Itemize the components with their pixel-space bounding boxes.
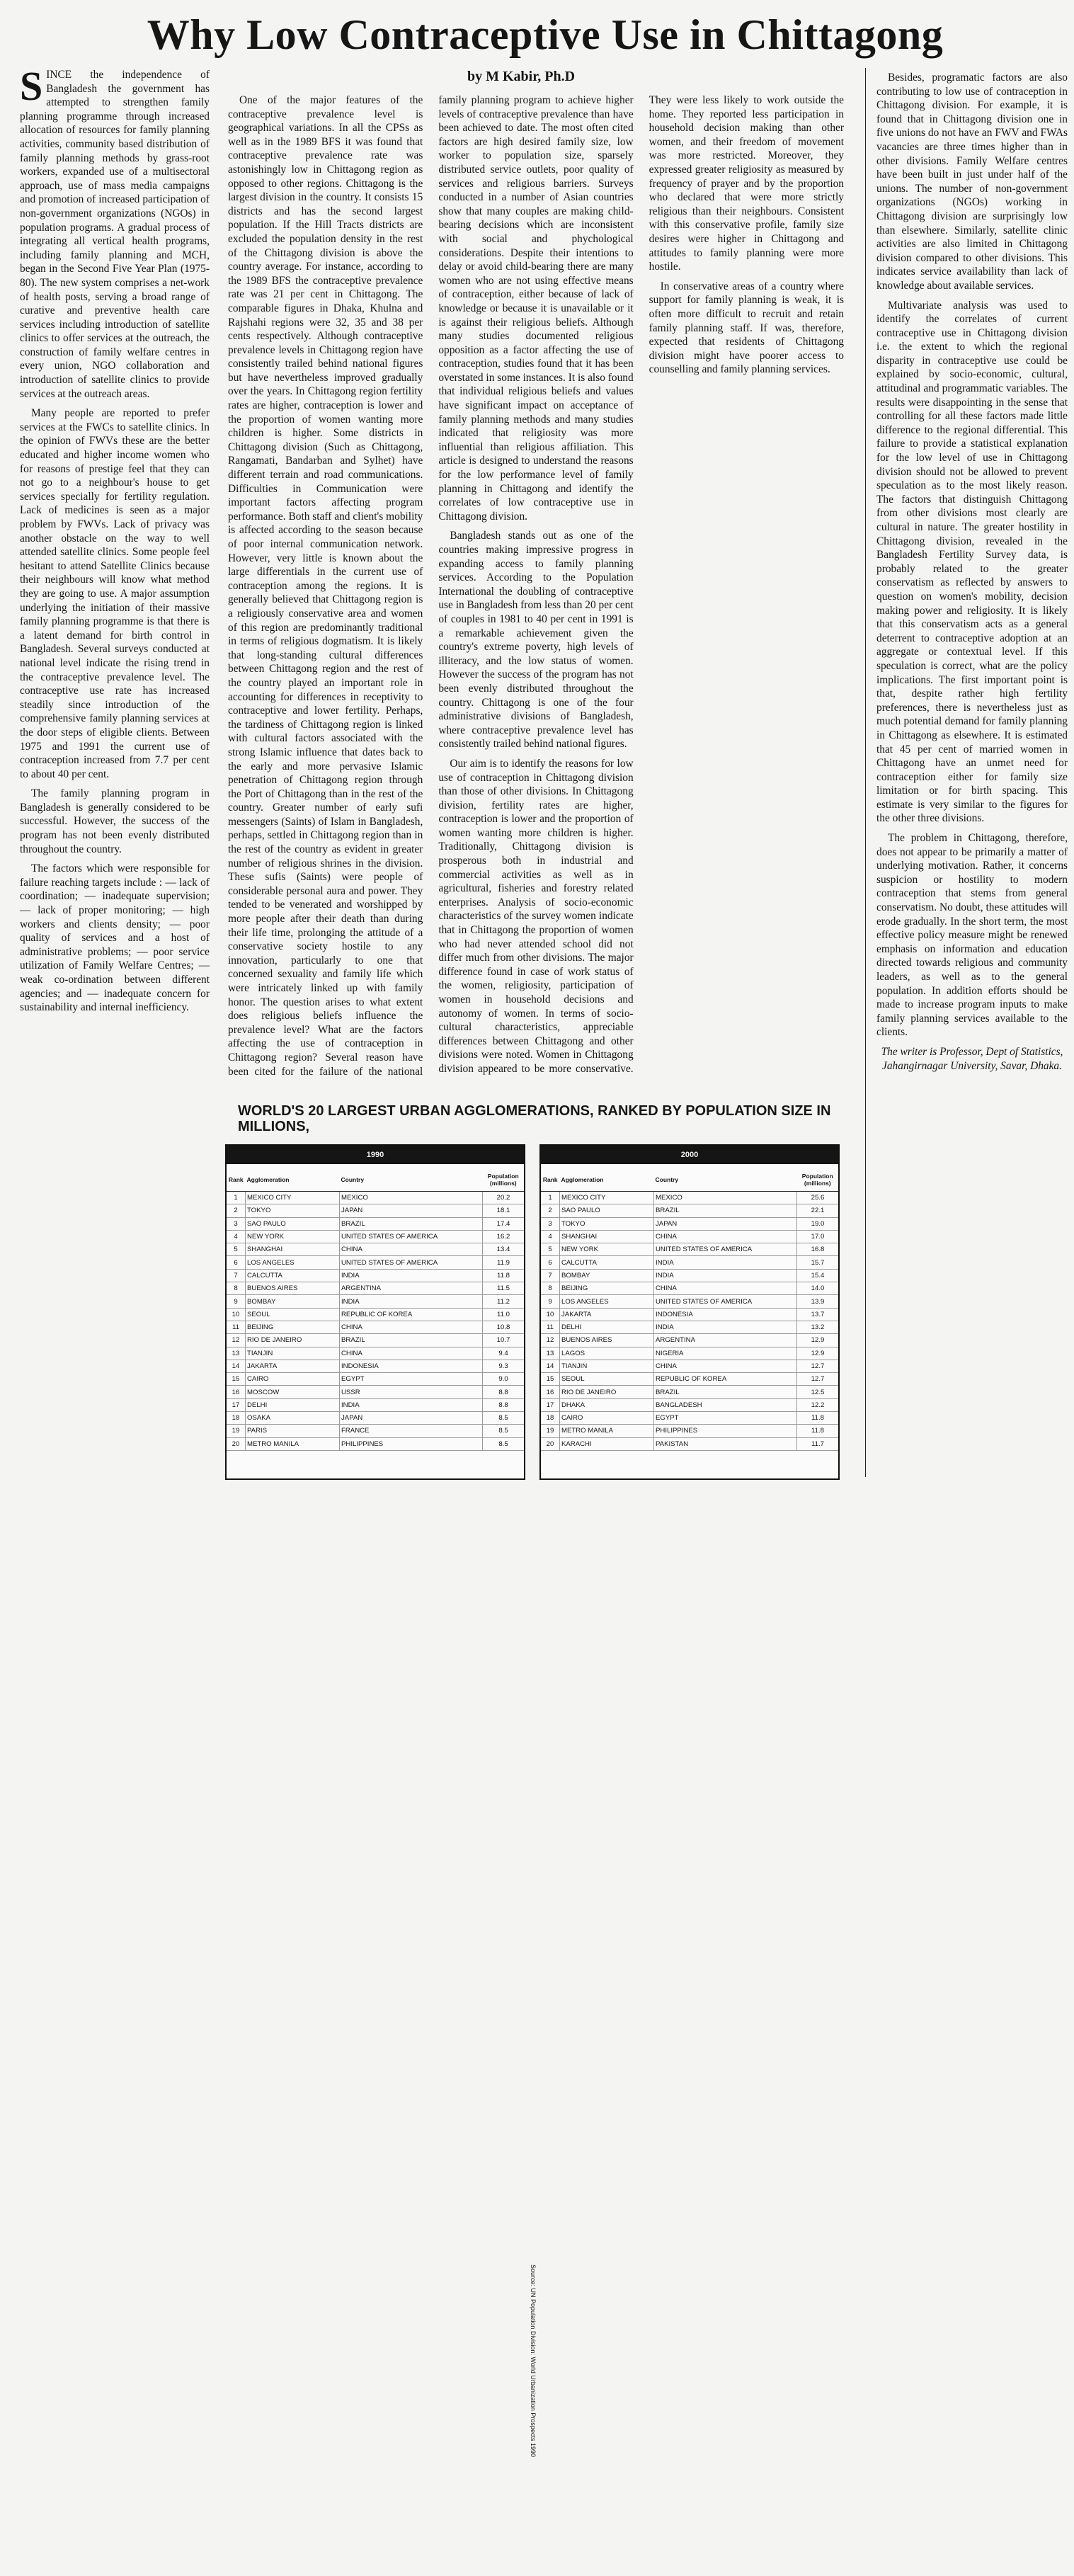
table-row bbox=[541, 1360, 838, 1372]
country-cell: INDIA bbox=[340, 1398, 483, 1411]
country-cell: INDONESIA bbox=[654, 1308, 797, 1321]
agglomeration-cell: MOSCOW bbox=[246, 1386, 340, 1398]
year-header: 1990 bbox=[227, 1146, 524, 1164]
table-row bbox=[227, 1192, 524, 1204]
agglomeration-cell: PARIS bbox=[246, 1425, 340, 1437]
country-cell: UNITED STATES OF AMERICA bbox=[654, 1295, 797, 1308]
rank-cell: 4 bbox=[541, 1230, 560, 1243]
country-cell: INDIA bbox=[654, 1321, 797, 1333]
population-cell: 15.4 bbox=[797, 1269, 839, 1282]
col-rank: Rank bbox=[541, 1164, 560, 1192]
country-cell: BRAZIL bbox=[654, 1204, 797, 1217]
agglomeration-cell: METRO MANILA bbox=[560, 1425, 654, 1437]
population-cell: 8.5 bbox=[483, 1437, 525, 1450]
rank-cell: 12 bbox=[541, 1334, 560, 1347]
population-table-box bbox=[225, 1103, 862, 2457]
population-cell: 12.9 bbox=[797, 1334, 839, 1347]
table-row bbox=[541, 1192, 838, 1204]
country-cell: INDONESIA bbox=[340, 1360, 483, 1372]
table-row bbox=[227, 1217, 524, 1230]
country-cell: BRAZIL bbox=[340, 1334, 483, 1347]
country-cell: BANGLADESH bbox=[654, 1398, 797, 1411]
col-country: Country bbox=[340, 1164, 483, 1192]
rank-cell: 7 bbox=[227, 1269, 246, 1282]
agglomeration-cell: CALCUTTA bbox=[560, 1256, 654, 1269]
article-column-5 bbox=[876, 71, 1068, 1078]
country-cell: MEXICO bbox=[654, 1192, 797, 1204]
table-row bbox=[227, 1230, 524, 1243]
table-title: WORLD'S 20 LARGEST URBAN AGGLOMERATIONS, RANKED BY POPULATION SIZE IN MILLIONS, bbox=[238, 1103, 831, 1134]
agglomeration-cell: BEIJING bbox=[560, 1282, 654, 1295]
agglomeration-cell: SHANGHAI bbox=[246, 1243, 340, 1256]
country-cell: BRAZIL bbox=[340, 1217, 483, 1230]
country-cell: JAPAN bbox=[340, 1204, 483, 1217]
population-cell: 11.7 bbox=[797, 1437, 839, 1450]
table-row bbox=[227, 1282, 524, 1295]
byline: by M Kabir, Ph.D bbox=[467, 69, 576, 84]
paragraph: Our aim is to identify the reasons for low use of contraception in Chittagong division than those of other divisions. In Chittagong division, fertility rates are higher, contraception is lower and the proportion of women wanting more children is higher. Traditionally, Chittagong division is prosperous both in industrial and commercial activities as well as in agricultural, fisheries and forestry related enterprises. Analysis of socio-economic characteristics of the survey women indicate that in Chittagong the proportion of women who had never attended school did not differ much from other divisions. The major difference found in case of work status of the women, religiosity, participation of women in household decisions and autonomy of women. In terms of socio-cultural characteristics, appreciable differences between Chittagong and other divisions were noted. Women in Chittagong division appeared to be more conservative. They were less likely to work outside the home. They reported less participation in household decision making than other women, and their freedom of movement was more restricted. Moreover, they expressed greater religiosity as measured by frequency of prayer and by the proportion who declared that were more strictly religious than their neighbours. Consistent with this conservative profile, family size desires were higher in Chittagong and attitudes to family planning were more hostile. bbox=[438, 94, 844, 1075]
agglomeration-cell: DELHI bbox=[560, 1321, 654, 1333]
headline: Why Low Contraceptive Use in Chittagong bbox=[147, 11, 944, 58]
rank-cell: 13 bbox=[227, 1347, 246, 1360]
agglomeration-cell: JAKARTA bbox=[560, 1308, 654, 1321]
col-rank: Rank bbox=[227, 1164, 246, 1192]
table-row bbox=[541, 1437, 838, 1450]
country-cell: CHINA bbox=[340, 1321, 483, 1333]
agglomeration-cell: SAO PAULO bbox=[246, 1217, 340, 1230]
agglomeration-cell: MEXICO CITY bbox=[560, 1192, 654, 1204]
rank-cell: 8 bbox=[541, 1282, 560, 1295]
table-row bbox=[227, 1347, 524, 1360]
population-cell: 9.3 bbox=[483, 1360, 525, 1372]
population-cell: 8.8 bbox=[483, 1398, 525, 1411]
country-cell: EGYPT bbox=[340, 1373, 483, 1386]
population-cell: 12.9 bbox=[797, 1347, 839, 1360]
country-cell: CHINA bbox=[340, 1347, 483, 1360]
country-cell: NIGERIA bbox=[654, 1347, 797, 1360]
table-1990 bbox=[225, 1144, 525, 1480]
agglomeration-cell: METRO MANILA bbox=[246, 1437, 340, 1450]
table-row bbox=[541, 1334, 838, 1347]
rank-cell: 5 bbox=[541, 1243, 560, 1256]
rank-cell: 6 bbox=[227, 1256, 246, 1269]
rank-cell: 10 bbox=[541, 1308, 560, 1321]
paragraph: One of the major features of the contraceptive prevalence level is geographical variations. In all the CPSs as well as in the 1989 BFS it was found that contraceptive prevalence rate was astonishingly low in Chittagong region as opposed to other regions. Chittagong is the largest division in the country. It consists 15 districts and has the second largest population. If the Hill Tracts districts are excluded the population density in the rest of the Chittagong division is above the country average. For instance, according to the 1989 BFS the contraceptive prevalence rate was 21 per cent in Chittagong. The comparable figures in Dhaka, Khulna and Rajshahi regions were 32, 35 and 38 per cents respectively. Although contraceptive prevalence levels in Chittagong region have consistently trailed behind national figures but have nevertheless improved gradually over the years. In Chittagong region fertility rates are higher, contraception is lower and the proportion of women wanting more children is higher. Some districts in Chittagong division (Such as Chittagong, Rangamati, Bandarban and Sylhet) have different terrain and road communications. Difficulties in Communication were important factors affecting program performance. Both staff and client's mobility is affected according to the season because of poor internal communication network. However, very little is known about the large differentials in the current use of contraception among the regions. It is generally believed that Chittagong region is a religiously conservative area and women of this region are predominantly traditional in terms of religious dogmatism. It is likely that long-standing cultural differences between Chittagong region and the rest of the country played an important role in accounting for differences in receptivity to contraceptive and lower fertility. Perhaps, the tardiness of Chittagong region is linked with cultural factors associated with the strong Islamic influence that dates back to the early and more pervasive Islamic penetration of Chittagong region through the Port of Chittagong than in the rest of the country. Greater number of early sufi messengers (Saints) of Islam in Bangladesh, perhaps, settled in Chittagong region than in the rest of the country as evident in greater number of religious shrines in the division. These sufis (Saints) were people of considerable personal aura and power. They tended to be venerated and worshipped by more people after their death than during their life time, prolonging the attitude of a conservative society hostile to any innovation, particularly to one that concerned sexuality and family life which were intricately linked up with family honor. The question arises to what extent does religious beliefs influence the prevalence level? What are the factors affecting the use of contraception in Chittagong region? Several reason have been cited for the failure of the national family planning program to achieve higher levels of contraceptive prevalence than have been achieved to date. The most often cited factors are high desired family size, low worker to population size, sparsely distributed service outlets, poor quality of services and religious barriers. Surveys conducted in a number of Asian countries show that many couples are making child-bearing decisions which are inconsistent with social and phychological considerations. Despite their intentions to delay or avoid child-bearing there are many women who are not using effective means of contraception, either because of lack of knowledge or because it is unavailable or it is against their religious beliefs. Although many studies documented religious opposition as a factor affecting the use of contraception, studies found that it has been overstated in some instances. It is also found that individual religious beliefs and values have significant impact on acceptance of family planning methods and many studies indicated that religiosity was more influential than religious affiliation. This article is designed to understand the reasons for the low performance level of family planning in Chittagong and identify the correlates of low contraceptive use in Chittagong division. bbox=[228, 94, 634, 1078]
population-cell: 8.5 bbox=[483, 1425, 525, 1437]
table-row bbox=[227, 1412, 524, 1425]
agglomeration-cell: SAO PAULO bbox=[560, 1204, 654, 1217]
table-row bbox=[227, 1334, 524, 1347]
agglomeration-cell: MEXICO CITY bbox=[246, 1192, 340, 1204]
table-row bbox=[541, 1412, 838, 1425]
agglomeration-cell: BEIJING bbox=[246, 1321, 340, 1333]
country-cell: ARGENTINA bbox=[340, 1282, 483, 1295]
country-cell: UNITED STATES OF AMERICA bbox=[340, 1256, 483, 1269]
country-cell: INDIA bbox=[654, 1269, 797, 1282]
country-cell: CHINA bbox=[654, 1282, 797, 1295]
rank-cell: 4 bbox=[227, 1230, 246, 1243]
table-row bbox=[227, 1425, 524, 1437]
population-cell: 17.4 bbox=[483, 1217, 525, 1230]
rank-cell: 17 bbox=[541, 1398, 560, 1411]
country-cell: INDIA bbox=[654, 1256, 797, 1269]
rank-cell: 17 bbox=[227, 1398, 246, 1411]
population-cell: 25.6 bbox=[797, 1192, 839, 1204]
rank-cell: 15 bbox=[541, 1373, 560, 1386]
table-row bbox=[541, 1282, 838, 1295]
article-columns-2-4 bbox=[228, 93, 844, 1085]
table-row bbox=[227, 1437, 524, 1450]
table-row bbox=[227, 1256, 524, 1269]
agglomeration-cell: TIANJIN bbox=[560, 1360, 654, 1372]
table-row bbox=[227, 1321, 524, 1333]
table-row bbox=[541, 1217, 838, 1230]
population-cell: 11.8 bbox=[483, 1269, 525, 1282]
agglomeration-cell: BUENOS AIRES bbox=[246, 1282, 340, 1295]
table-row bbox=[227, 1269, 524, 1282]
country-cell: MEXICO bbox=[340, 1192, 483, 1204]
agglomeration-cell: CAIRO bbox=[560, 1412, 654, 1425]
paragraph: The problem in Chittagong, therefore, does not appear to be primarily a matter of underlying motivation. Rather, it concerns suspicion or hostility to modern contraception that stems from general conservatism. No doubt, these attitudes will erode gradually. In the short term, the most effective policy measure might be renewed emphasis on information and education directed towards religious and community leaders, as well as to the general population. In addition efforts should be made to increase program inputs to make family planning services available to the clients. bbox=[876, 832, 1068, 1039]
country-cell: CHINA bbox=[654, 1360, 797, 1372]
population-cell: 11.0 bbox=[483, 1308, 525, 1321]
rank-cell: 7 bbox=[541, 1269, 560, 1282]
country-cell: ARGENTINA bbox=[654, 1334, 797, 1347]
column-rule bbox=[865, 68, 866, 1477]
country-cell: PHILIPPINES bbox=[340, 1437, 483, 1450]
col-agglomeration: Agglomeration bbox=[246, 1164, 340, 1192]
col-agglomeration: Agglomeration bbox=[560, 1164, 654, 1192]
country-cell: FRANCE bbox=[340, 1425, 483, 1437]
country-cell: REPUBLIC OF KOREA bbox=[340, 1308, 483, 1321]
rank-cell: 16 bbox=[227, 1386, 246, 1398]
rank-cell: 12 bbox=[227, 1334, 246, 1347]
population-cell: 11.2 bbox=[483, 1295, 525, 1308]
population-cell: 18.1 bbox=[483, 1204, 525, 1217]
col-population: Population (millions) bbox=[483, 1164, 525, 1192]
table-row bbox=[227, 1308, 524, 1321]
agglomeration-cell: TOKYO bbox=[560, 1217, 654, 1230]
population-cell: 14.0 bbox=[797, 1282, 839, 1295]
population-cell: 11.8 bbox=[797, 1412, 839, 1425]
table-row bbox=[541, 1269, 838, 1282]
rank-cell: 20 bbox=[541, 1437, 560, 1450]
col-country: Country bbox=[654, 1164, 797, 1192]
paragraph: The family planning program in Bangladesh is generally considered to be successful. However, the success of the program has not been evenly distributed throughout the country. bbox=[20, 787, 210, 855]
rank-cell: 3 bbox=[227, 1217, 246, 1230]
agglomeration-cell: BOMBAY bbox=[246, 1295, 340, 1308]
table-row bbox=[541, 1243, 838, 1256]
paragraph: Many people are reported to prefer services at the FWCs to satellite clinics. In the opinion of FWVs these are the better educated and higher income women who for reasons of prestige feel that they can not go to a neighbour's house to get services specially for fertility regulation. Lack of medicines is seen as a major problem by FWVs. Lack of privacy was another obstacle on the way to well attended satellite clinics. Some people feel hesitant to attend Satellite Clinics because their neighbours will know what method they are going to use. A major assumption underlying the initiation of their massive family planning programme is that there is a latent demand for birth control in Bangladesh. Several surveys conducted at national level indicate the rising trend in the contraceptive prevalence level. The contraceptive use rate has increased steadily since introduction of the comprehensive family planning services at the door steps of eligible clients. Between 1975 and 1991 the current use of contraception increased from 7.7 per cent to about 40 per cent. bbox=[20, 407, 210, 780]
population-cell: 11.8 bbox=[797, 1425, 839, 1437]
agglomeration-cell: LOS ANGELES bbox=[560, 1295, 654, 1308]
population-cell: 12.7 bbox=[797, 1373, 839, 1386]
rank-cell: 1 bbox=[227, 1192, 246, 1204]
year-header: 2000 bbox=[541, 1146, 838, 1164]
country-cell: BRAZIL bbox=[654, 1386, 797, 1398]
rank-cell: 11 bbox=[541, 1321, 560, 1333]
population-cell: 13.2 bbox=[797, 1321, 839, 1333]
agglomeration-cell: LOS ANGELES bbox=[246, 1256, 340, 1269]
table-row bbox=[227, 1373, 524, 1386]
table-row bbox=[541, 1386, 838, 1398]
paragraph: Besides, programatic factors are also contributing to low use of contraception in Chittagong division. For example, it is found that in Chittagong division one in five unions do not have an FWV and FWAs vacancies are three times higher than in other divisions. Family Welfare centres have been built in just under half of the unions. The number of non-government organizations (NGOs) working in Chittagong division are surprisingly low than elsewhere. Similarly, satellite clinic activities are also limited in Chittagong division compared to other divisions. This indicates service availability than lack of knowledge about available services. bbox=[876, 72, 1068, 292]
rank-cell: 9 bbox=[541, 1295, 560, 1308]
table-row bbox=[541, 1308, 838, 1321]
table-row bbox=[227, 1398, 524, 1411]
table-source: Source: UN Population Division: World Urbanization Prospects 1990 bbox=[530, 2264, 537, 2457]
population-cell: 13.9 bbox=[797, 1295, 839, 1308]
paragraph: In conservative areas of a country where support for family planning is weak, it is often more difficult to recruit and retain family planning staff. If was, therefore, expected that residents of Chittagong division might have poorer access to counselling and family planning services. bbox=[649, 280, 844, 376]
agglomeration-cell: RIO DE JANEIRO bbox=[246, 1334, 340, 1347]
population-cell: 13.7 bbox=[797, 1308, 839, 1321]
agglomeration-cell: TIANJIN bbox=[246, 1347, 340, 1360]
country-cell: UNITED STATES OF AMERICA bbox=[340, 1230, 483, 1243]
agglomeration-cell: RIO DE JANEIRO bbox=[560, 1386, 654, 1398]
paragraph: Multivariate analysis was used to identify the correlates of current contraceptive use in Chittagong division i.e. the extent to which the regional disparity in contraceptive use could be explained by socio-economic, cultural, attitudinal and programmatic variables. The results were disappointing in the sense that controlling for all these factors made little difference to the regional differential. This failure to provide a statistical explanation for the low level of use in Chittagong division should not be allowed to prevent speculation as to the most likely reason. The factors that distinguish Chittagong from other divisions most clearly are cultural in nature. The greater hostility in Chittagong division, revealed in the Bangladesh Fertility Survey data, is probably related to the greater conservatism as reflected by answers to question on women's mobility, decision making power and religiosity. It is likely that this conservatism acts as a general deterrent to contraceptive adoption at an aggregate or contextual level. If this speculation is correct, what are the policy implications. The first important point is that, despite rather high fertility preferences, there is nevertheless just as much potential demand for family planning in Chittagong as elsewhere. It is estimated that 45 per cent of married women in Chittagong have an unmet need for contraception either for family size limitation or for birth spacing. This estimate is very similar to the figures for the other three divisions. bbox=[876, 299, 1068, 825]
table-row bbox=[227, 1360, 524, 1372]
agglomeration-cell: LAGOS bbox=[560, 1347, 654, 1360]
agglomeration-cell: NEW YORK bbox=[246, 1230, 340, 1243]
population-cell: 15.7 bbox=[797, 1256, 839, 1269]
population-cell: 12.5 bbox=[797, 1386, 839, 1398]
country-cell: PHILIPPINES bbox=[654, 1425, 797, 1437]
population-cell: 16.2 bbox=[483, 1230, 525, 1243]
agglomeration-cell: NEW YORK bbox=[560, 1243, 654, 1256]
country-cell: JAPAN bbox=[654, 1217, 797, 1230]
rank-cell: 3 bbox=[541, 1217, 560, 1230]
table-row bbox=[227, 1204, 524, 1217]
agglomeration-cell: CALCUTTA bbox=[246, 1269, 340, 1282]
rank-cell: 11 bbox=[227, 1321, 246, 1333]
paragraph: SINCE the independence of Bangladesh the government has attempted to strengthen family planning programme through increased allocation of resources for family planning activities, community based distribution of family planning methods by grass-root workers, expanded use of a multisectoral approach, use of mass media campaigns and promotion of increased participation of non-government organizations (NGOs) in population programs. A gradual process of integrating all vertical health programs, including family planning and MCH, began in the Second Five Year Plan (1975-80). The new system comprises a net-work of health posts, serving a broad range of curative and preventive health care services including introduction of satellite clinics to offer services at the outreach, the construction of family welfare centres in every union, NGO collaboration and introduction of satellite clinics to provide services at the outreach areas. bbox=[20, 63, 210, 400]
table-row bbox=[541, 1295, 838, 1308]
agglomeration-cell: BUENOS AIRES bbox=[560, 1334, 654, 1347]
agglomeration-cell: SHANGHAI bbox=[560, 1230, 654, 1243]
population-cell: 12.2 bbox=[797, 1398, 839, 1411]
agglomeration-cell: TOKYO bbox=[246, 1204, 340, 1217]
rank-cell: 16 bbox=[541, 1386, 560, 1398]
table-row bbox=[541, 1230, 838, 1243]
table-row bbox=[541, 1321, 838, 1333]
rank-cell: 20 bbox=[227, 1437, 246, 1450]
table-row bbox=[541, 1204, 838, 1217]
rank-cell: 8 bbox=[227, 1282, 246, 1295]
paragraph: The factors which were responsible for failure reaching targets include : — lack of coordination; — inadequate supervision; — lack of proper monitoring; — high workers and clients density; — poor quality of services and a host of administrative problems; — poor service utilization of Family Welfare Centres; — weak co-ordination between different agencies; and — inadequate concern for sustainability and internal inefficiency. bbox=[20, 862, 210, 1014]
rank-cell: 18 bbox=[227, 1412, 246, 1425]
country-cell: UNITED STATES OF AMERICA bbox=[654, 1243, 797, 1256]
country-cell: USSR bbox=[340, 1386, 483, 1398]
table-row bbox=[227, 1386, 524, 1398]
population-cell: 13.4 bbox=[483, 1243, 525, 1256]
agglomeration-cell: JAKARTA bbox=[246, 1360, 340, 1372]
paragraph: Bangladesh stands out as one of the countries making impressive progress in expanding access to family planning services. According to the Population International the doubling of contraceptive use in Bangladesh from less than 20 per cent of couples in 1981 to 40 per cent in 1991 is a remarkable achievement given the country's extreme poverty, high levels of illiteracy, and the low status of women. However the success of the program has not been evenly distributed throughout the country. Chittagong is one of the four administrative divisions of Bangladesh, where contraceptive prevalence level has consistently trailed behind national figures. bbox=[438, 530, 634, 751]
table-row bbox=[227, 1243, 524, 1256]
agglomeration-cell: BOMBAY bbox=[560, 1269, 654, 1282]
country-cell: REPUBLIC OF KOREA bbox=[654, 1373, 797, 1386]
table-row bbox=[227, 1295, 524, 1308]
population-cell: 11.9 bbox=[483, 1256, 525, 1269]
rank-cell: 2 bbox=[227, 1204, 246, 1217]
population-cell: 17.0 bbox=[797, 1230, 839, 1243]
rank-cell: 10 bbox=[227, 1308, 246, 1321]
agglomeration-cell: SEOUL bbox=[246, 1308, 340, 1321]
rank-cell: 13 bbox=[541, 1347, 560, 1360]
article-column-1 bbox=[20, 63, 210, 1020]
population-cell: 12.7 bbox=[797, 1360, 839, 1372]
country-cell: INDIA bbox=[340, 1295, 483, 1308]
agglomeration-cell: KARACHI bbox=[560, 1437, 654, 1450]
population-cell: 10.7 bbox=[483, 1334, 525, 1347]
agglomeration-cell: CAIRO bbox=[246, 1373, 340, 1386]
rank-cell: 15 bbox=[227, 1373, 246, 1386]
rank-cell: 5 bbox=[227, 1243, 246, 1256]
rank-cell: 2 bbox=[541, 1204, 560, 1217]
country-cell: CHINA bbox=[340, 1243, 483, 1256]
drop-cap: S bbox=[20, 63, 43, 109]
rank-cell: 6 bbox=[541, 1256, 560, 1269]
agglomeration-cell: DHAKA bbox=[560, 1398, 654, 1411]
table-row bbox=[541, 1398, 838, 1411]
population-cell: 9.0 bbox=[483, 1373, 525, 1386]
population-cell: 8.8 bbox=[483, 1386, 525, 1398]
table-row bbox=[541, 1425, 838, 1437]
country-cell: CHINA bbox=[654, 1230, 797, 1243]
table-row bbox=[541, 1256, 838, 1269]
population-cell: 10.8 bbox=[483, 1321, 525, 1333]
table-row bbox=[541, 1373, 838, 1386]
country-cell: INDIA bbox=[340, 1269, 483, 1282]
rank-cell: 19 bbox=[541, 1425, 560, 1437]
author-note: The writer is Professor, Dept of Statistics, Jahangirnagar University, Savar, Dhaka. bbox=[881, 1045, 1063, 1072]
population-cell: 9.4 bbox=[483, 1347, 525, 1360]
rank-cell: 14 bbox=[541, 1360, 560, 1372]
country-cell: EGYPT bbox=[654, 1412, 797, 1425]
population-cell: 20.2 bbox=[483, 1192, 525, 1204]
agglomeration-cell: OSAKA bbox=[246, 1412, 340, 1425]
rank-cell: 18 bbox=[541, 1412, 560, 1425]
population-cell: 11.5 bbox=[483, 1282, 525, 1295]
rank-cell: 14 bbox=[227, 1360, 246, 1372]
country-cell: JAPAN bbox=[340, 1412, 483, 1425]
population-cell: 8.5 bbox=[483, 1412, 525, 1425]
rank-cell: 9 bbox=[227, 1295, 246, 1308]
table-row bbox=[541, 1347, 838, 1360]
population-cell: 19.0 bbox=[797, 1217, 839, 1230]
population-cell: 22.1 bbox=[797, 1204, 839, 1217]
agglomeration-cell: SEOUL bbox=[560, 1373, 654, 1386]
population-cell: 16.8 bbox=[797, 1243, 839, 1256]
table-2000 bbox=[539, 1144, 840, 1480]
country-cell: PAKISTAN bbox=[654, 1437, 797, 1450]
rank-cell: 19 bbox=[227, 1425, 246, 1437]
rank-cell: 1 bbox=[541, 1192, 560, 1204]
agglomeration-cell: DELHI bbox=[246, 1398, 340, 1411]
col-population: Population (millions) bbox=[797, 1164, 839, 1192]
